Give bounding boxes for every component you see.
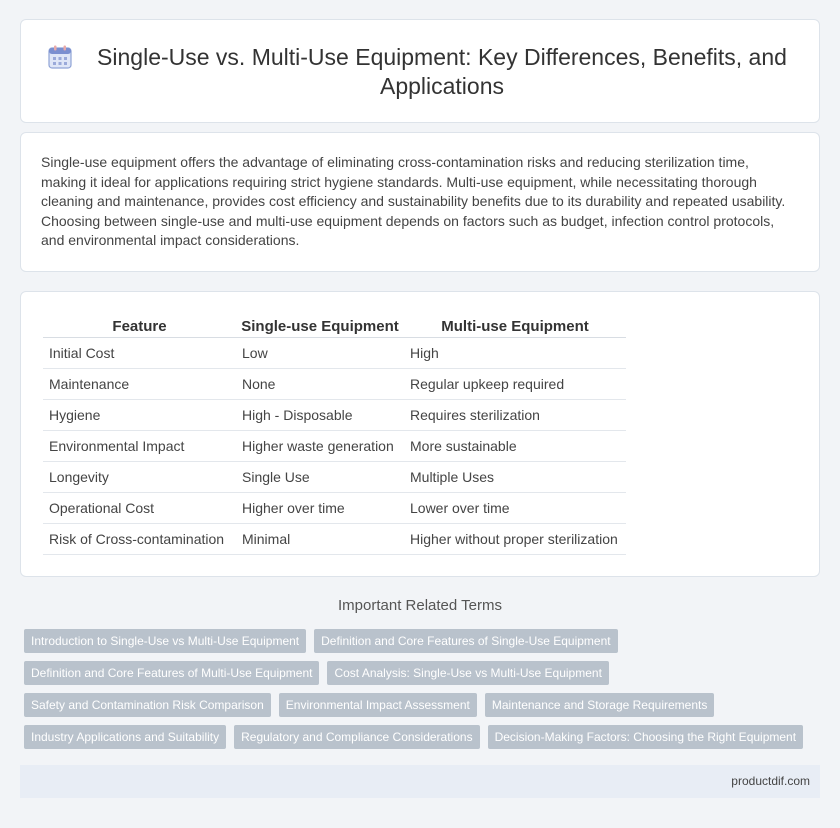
- table-row: [43, 369, 626, 400]
- multi-use-cell: Lower over time: [404, 493, 626, 524]
- feature-cell: Environmental Impact: [43, 431, 236, 462]
- table-row: [43, 400, 626, 431]
- related-term-tag[interactable]: Definition and Core Features of Multi-Use Equipment: [24, 661, 319, 685]
- feature-cell: Longevity: [43, 462, 236, 493]
- multi-use-cell: More sustainable: [404, 431, 626, 462]
- table-row: [43, 493, 626, 524]
- calendar-icon: [47, 44, 73, 70]
- header-card: [20, 19, 820, 123]
- multi-use-cell: High: [404, 338, 626, 369]
- related-terms-heading: Important Related Terms: [338, 597, 502, 614]
- feature-cell: Maintenance: [43, 369, 236, 400]
- footer: [20, 765, 820, 798]
- feature-cell: Operational Cost: [43, 493, 236, 524]
- single-use-cell: Higher over time: [236, 493, 404, 524]
- single-use-cell: Single Use: [236, 462, 404, 493]
- comparison-table: [43, 314, 626, 555]
- footer-site-link[interactable]: productdif.com: [731, 774, 810, 788]
- header-feature: Feature: [43, 314, 236, 338]
- related-term-tag[interactable]: Regulatory and Compliance Considerations: [234, 725, 479, 749]
- table-row: [43, 338, 626, 369]
- feature-cell: Initial Cost: [43, 338, 236, 369]
- single-use-cell: Minimal: [236, 524, 404, 555]
- single-use-cell: Low: [236, 338, 404, 369]
- table-header-row: [43, 314, 626, 338]
- table-row: [43, 524, 626, 555]
- feature-cell: Risk of Cross-contamination: [43, 524, 236, 555]
- related-term-tag[interactable]: Definition and Core Features of Single-Use Equipment: [314, 629, 618, 653]
- tag-row: [24, 725, 824, 749]
- multi-use-cell: Multiple Uses: [404, 462, 626, 493]
- table-row: [43, 431, 626, 462]
- summary-card: [20, 132, 820, 272]
- related-terms-list: [24, 629, 824, 757]
- table-row: [43, 462, 626, 493]
- comparison-table-card: [20, 291, 820, 577]
- page-title: Single-Use vs. Multi-Use Equipment: Key Differences, Benefits, and Applications: [97, 44, 787, 99]
- single-use-cell: Higher waste generation: [236, 431, 404, 462]
- header-multi-use: Multi-use Equipment: [404, 314, 626, 338]
- multi-use-cell: Regular upkeep required: [404, 369, 626, 400]
- multi-use-cell: Higher without proper sterilization: [404, 524, 626, 555]
- header-single-use: Single-use Equipment: [236, 314, 404, 338]
- tag-row: [24, 629, 824, 653]
- related-term-tag[interactable]: Safety and Contamination Risk Comparison: [24, 693, 271, 717]
- tag-row: [24, 661, 824, 685]
- related-term-tag[interactable]: Introduction to Single-Use vs Multi-Use Equipment: [24, 629, 306, 653]
- tag-row: [24, 693, 824, 717]
- related-term-tag[interactable]: Decision-Making Factors: Choosing the Right Equipment: [488, 725, 803, 749]
- related-term-tag[interactable]: Cost Analysis: Single-Use vs Multi-Use Equipment: [327, 661, 608, 685]
- multi-use-cell: Requires sterilization: [404, 400, 626, 431]
- summary-text: Single-use equipment offers the advantage of eliminating cross-contamination risks and reducing sterilization time, making it ideal for applications requiring strict hygiene standards. Multi-use equipment, while necessitating thorough cleaning and maintenance, provides cost efficiency and sustainability benefits due to its durability and repeated usability. Choosing between single-use and multi-use equipment depends on factors such as budget, infection control protocols, and environmental impact considerations.: [41, 154, 786, 248]
- related-term-tag[interactable]: Environmental Impact Assessment: [279, 693, 477, 717]
- single-use-cell: High - Disposable: [236, 400, 404, 431]
- feature-cell: Hygiene: [43, 400, 236, 431]
- single-use-cell: None: [236, 369, 404, 400]
- related-term-tag[interactable]: Maintenance and Storage Requirements: [485, 693, 714, 717]
- related-term-tag[interactable]: Industry Applications and Suitability: [24, 725, 226, 749]
